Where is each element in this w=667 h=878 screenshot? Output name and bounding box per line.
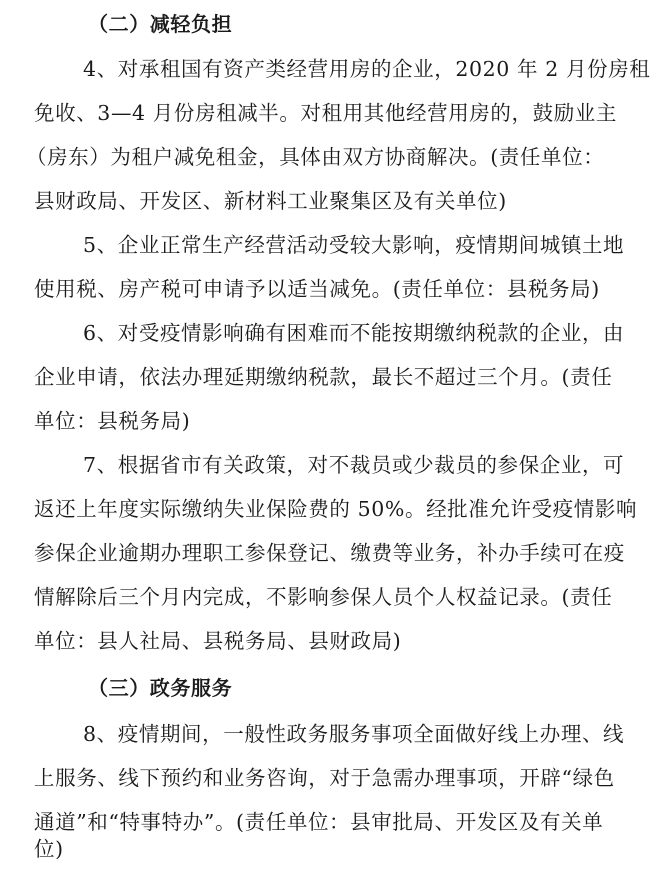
item-6-line-1: 6、对受疫情影响确有困难而不能按期缴纳税款的企业，由 (83, 321, 625, 345)
section-heading: （三）政务服务 (88, 676, 233, 700)
item-8-line-4: 位) (34, 837, 64, 861)
item-6-line-3: 单位：县税务局) (34, 409, 191, 433)
item-7-line-1: 7、根据省市有关政策，对不裁员或少裁员的参保企业，可 (83, 453, 625, 477)
item-7-line-3: 参保企业逾期办理职工参保登记、缴费等业务，补办手续可在疫 (34, 541, 625, 565)
item-4-line-2: 免收、3—4 月份房租减半。对租用其他经营用房的，鼓励业主 (34, 101, 617, 125)
item-5-line-2: 使用税、房产税可申请予以适当减免。(责任单位：县税务局) (34, 277, 600, 301)
item-4-line-3: （房东）为租户减免租金，具体由双方协商解决。(责任单位： (26, 145, 605, 169)
item-6-line-2: 企业申请，依法办理延期缴纳税款，最长不超过三个月。(责任 (34, 365, 613, 389)
item-7-line-4: 情解除后三个月内完成，不影响参保人员个人权益记录。(责任 (34, 585, 613, 609)
item-8-line-2: 上服务、线下预约和业务咨询，对于急需办理事项，开辟“绿色 (34, 766, 615, 790)
item-4-line-4: 县财政局、开发区、新材料工业聚集区及有关单位) (34, 189, 507, 213)
section-heading: （二）减轻负担 (88, 12, 233, 36)
item-7-line-2: 返还上年度实际缴纳失业保险费的 50%。经批准允许受疫情影响 (34, 497, 638, 521)
item-8-line-3: 通道”和“特事特办”。(责任单位：县审批局、开发区及有关单 (34, 810, 604, 834)
item-5-line-1: 5、企业正常生产经营活动受较大影响，疫情期间城镇土地 (83, 233, 625, 257)
item-4-line-1: 4、对承租国有资产类经营用房的企业，2020 年 2 月份房租 (83, 57, 651, 81)
item-8-line-1: 8、疫情期间，一般性政务服务事项全面做好线上办理、线 (83, 722, 625, 746)
item-7-line-5: 单位：县人社局、县税务局、县财政局) (34, 629, 402, 653)
